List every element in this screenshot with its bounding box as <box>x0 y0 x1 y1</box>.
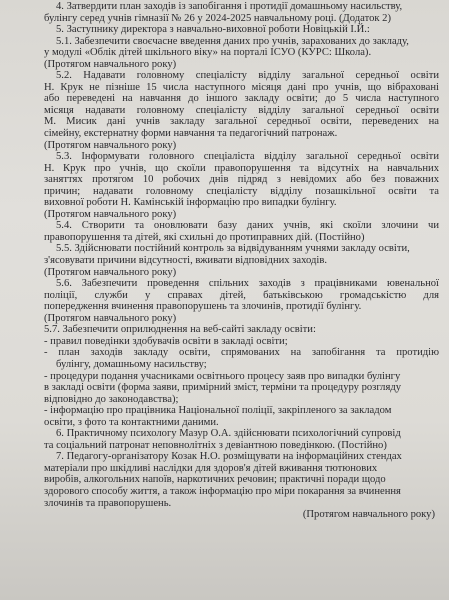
document-text-line: (Протягом навчального року) <box>44 139 177 151</box>
document-text-line: 5.1. Забезпечити своєчасне введення даних про учнів, зарахованих до закладу, <box>56 35 409 47</box>
document-text-line: 5.5. Здійснювати постійний контроль за відвідуванням учнями закладу освіти, <box>56 243 410 255</box>
document-text-line: причин; надавати головному спеціалісту відділу позашкільної освіти та <box>44 185 439 197</box>
document-text-line: відповідно до законодавства); <box>44 393 179 405</box>
document-text-line: з'ясовувати причини відсутності, вживати відповідних заходів. <box>44 255 327 267</box>
document-text-line: здорового способу життя, а також інформацію про міри покарання за вчинення <box>44 485 401 497</box>
document-text-line: 5.4. Створити та оновлювати базу даних учнів, які скоїли злочини чи <box>56 220 439 232</box>
document-text-line: (Протягом навчального року) <box>44 266 177 278</box>
document-text-line: (Протягом навчального року) <box>44 58 177 70</box>
document-text-line: злочинів та правопорушень. <box>44 497 172 509</box>
document-text-line: 5. Заступнику директора з навчально-виховної роботи Новіцькій І.Й.: <box>56 24 370 36</box>
document-text-line: в закладі освіти (форма заяви, примірний зміст, терміни та процедуру розгляду <box>44 382 402 394</box>
document-text-line: булінгу серед учнів гімназії № 26 у 2024-2025 навчальному році. (Додаток 2) <box>44 12 392 24</box>
document-text-line: - інформацію про працівника Національної поліції, закріпленого за закладом <box>44 405 392 417</box>
document-text-line: М. Мисик дані учнів закладу загальної середньої освіти, переведених на <box>44 116 439 128</box>
document-text-line: або переведені на навчання до іншого закладу освіти; до 5 числа наступного <box>44 93 439 105</box>
document-text-line: 5.2. Надавати головному спеціалісту відділу загальної середньої освіти <box>56 70 439 82</box>
document-text-line: освіти, з фото та контактними даними. <box>44 416 219 428</box>
document-text-line: заняттях протягом 10 робочих днів підряд з невідомих або без поважних <box>44 174 439 186</box>
document-text-line: булінгу, домашньому насильству; <box>56 358 207 370</box>
document-text-line: 5.7. Забезпечити оприлюднення на веб-сайті закладу освіти: <box>44 324 316 336</box>
document-text-line: та соціальний патронат неповнолітніх з девіантною поведінкою. (Постійно) <box>44 439 387 451</box>
document-text-line: виховної роботи Н. Камінській інформацію про випадки булінгу. <box>44 197 337 209</box>
document-text-line: (Протягом навчального року) <box>44 208 177 220</box>
document-text-line: - правил поведінки здобувачів освіти в закладі освіти; <box>44 335 288 347</box>
document-text-line: Н. Крук про учнів, що скоїли правопорушення та відсутніх на навчальних <box>44 162 439 174</box>
document-text-line: 6. Практичному психологу Мазур О.А. здійснювати психологічний супровід <box>56 428 401 440</box>
document-text-line: Н. Крук не пізніше 15 числа наступного місяця дані про учнів, що вібраховані <box>44 81 439 93</box>
document-text-line: - план заходів закладу освіти, спрямованих на запобігання та протидію <box>44 347 439 359</box>
document-text-line: матеріали про шкідливі наслідки для здоров'я дітей вживання тютюнових <box>44 462 378 474</box>
document-text-line: місяця надавати головному спеціалісту відділу загальної середньої освіти <box>44 104 439 116</box>
document-text-line: правопорушення та дітей, які схильні до протиправних дій. (Постійно) <box>44 231 365 243</box>
document-text-line: 5.3. Інформувати головного спеціаліста відділу загальної середньої освіти <box>56 151 439 163</box>
document-text-line: у модулі «Облік дітей шкільного віку» на порталі ІСУО (КУРС: Школа). <box>44 47 372 59</box>
document-text-line: поліції, служби у справах дітей, батьківською громадськістю для <box>44 289 439 301</box>
document-text-line: - процедури подання учасниками освітнього процесу заяв про випадки булінгу <box>44 370 401 382</box>
document-text-line: 5.6. Забезпечити проведення спільних заходів з працівниками ювенальної <box>56 278 439 290</box>
document-text-line: (Протягом навчального року) <box>44 312 177 324</box>
document-text-line: попередження вчинення правопорушень та злочинів, протидії булінгу. <box>44 301 362 313</box>
document-text-line: (Протягом навчального року) <box>302 509 435 521</box>
document-text-line: 7. Педагогу-організатору Козак Н.О. розміщувати на інформаційних стендах <box>56 451 402 463</box>
document-text-line: виробів, алкогольних напоїв, наркотичних речовин; практичні поради щодо <box>44 474 386 486</box>
document-text-line: сімейну, екстернатну форми навчання та педагогічний патронаж. <box>44 128 338 140</box>
document-text-line: 4. Затвердити план заходів із запобігання і протидії домашньому насильству, <box>56 1 403 12</box>
